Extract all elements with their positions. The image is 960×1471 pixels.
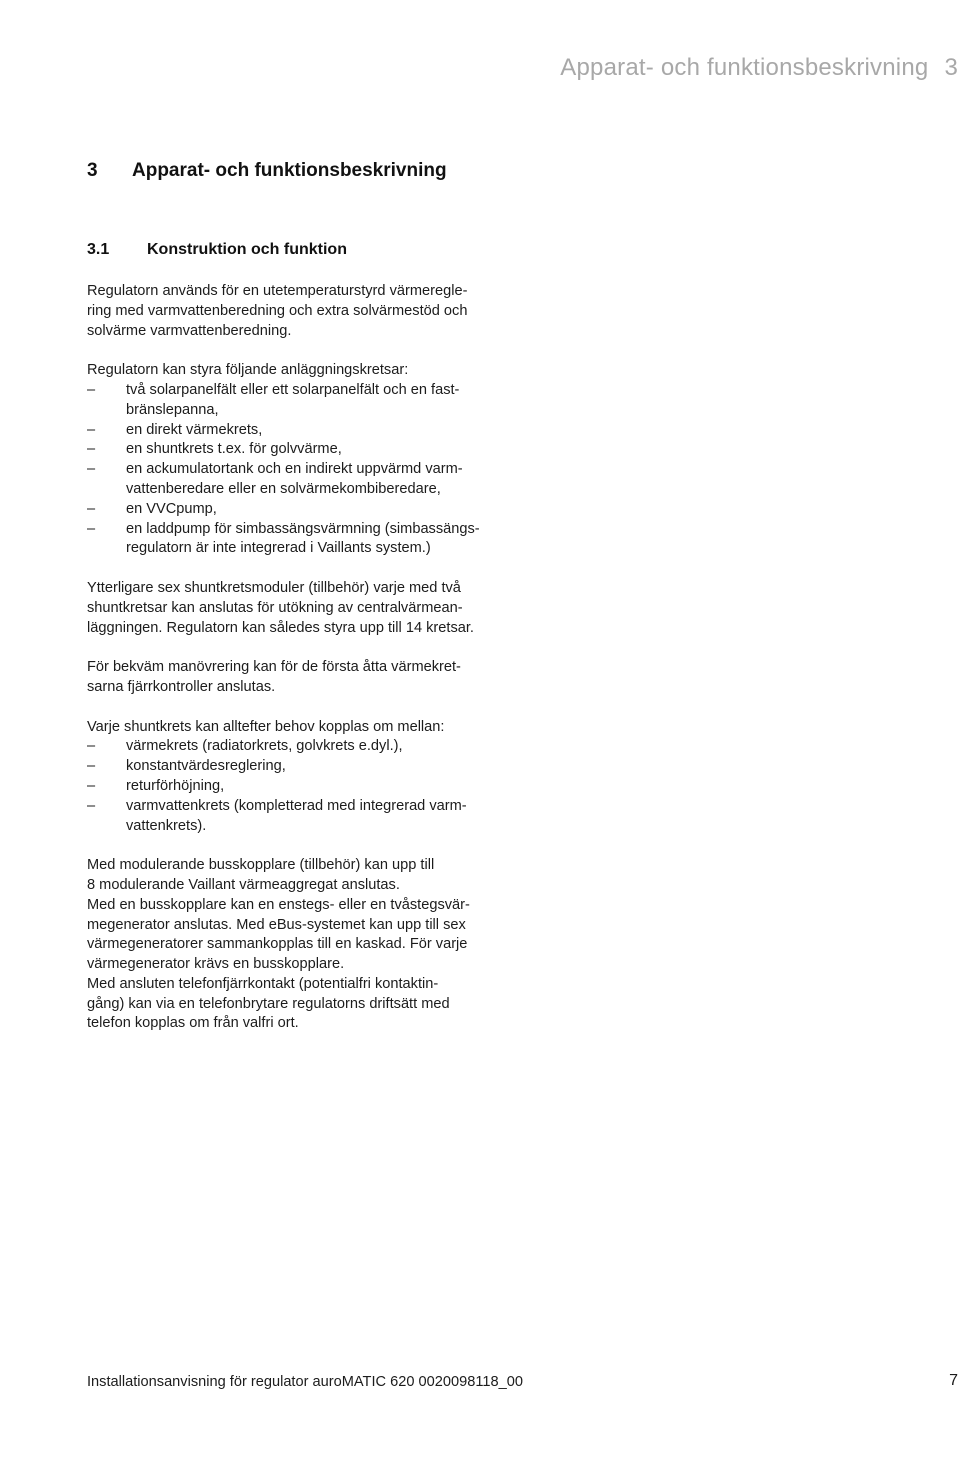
text-line: Regulatorn används för en utetemperaturstyrd värmeregle- <box>87 283 468 299</box>
list-item <box>87 777 527 797</box>
section-heading <box>87 241 347 259</box>
list-item <box>87 381 527 421</box>
mixing-circuit-list <box>87 737 527 836</box>
text-line: varmvattenkrets (kompletterad med integrerad varm- <box>126 797 467 814</box>
dash-marker: – <box>87 758 96 775</box>
dash-marker: – <box>87 421 96 438</box>
chapter-title: Apparat- och funktionsbeskrivning <box>132 160 447 181</box>
text-line: solvärme varmvattenberedning. <box>87 322 292 339</box>
running-header-title: Apparat- och funktionsbeskrivning <box>560 54 929 81</box>
text-line: 8 modulerande Vaillant värmeaggregat anslutas. <box>87 876 400 893</box>
text-line: en ackumulatortank och en indirekt uppvärmd varm- <box>126 461 463 478</box>
chapter-heading <box>87 160 447 182</box>
text-line: värmegeneratorer sammankopplas till en kaskad. För varje <box>87 936 468 953</box>
paragraph-intro <box>87 282 527 341</box>
circuits-list <box>87 381 527 559</box>
dash-marker: – <box>87 461 96 478</box>
text-line: en shuntkrets t.ex. för golvvärme, <box>126 441 342 458</box>
body-text <box>87 282 527 1034</box>
text-line: telefon kopplas om från valfri ort. <box>87 1015 299 1032</box>
text-line: megenerator anslutas. Med eBus-systemet kan upp till sex <box>87 916 466 933</box>
list-item <box>87 757 527 777</box>
text-line: shuntkretsar kan anslutas för utökning av centralvärmean- <box>87 599 463 616</box>
paragraph-bus-couplers <box>87 856 527 1034</box>
text-line: vattenkrets). <box>126 817 207 834</box>
text-line: sarna fjärrkontroller anslutas. <box>87 678 276 695</box>
list-item <box>87 500 527 520</box>
list-item <box>87 797 527 837</box>
dash-marker: – <box>87 441 96 458</box>
text-line: Med modulerande busskopplare (tillbehör) kan upp till <box>87 857 435 874</box>
dash-marker: – <box>87 777 96 794</box>
text-line: en laddpump för simbassängsvärmning (simbassängs- <box>126 520 480 537</box>
text-line: Ytterligare sex shuntkretsmoduler (tillbehör) varje med två <box>87 579 461 596</box>
list-item <box>87 737 527 757</box>
text-line: ring med varmvattenberedning och extra solvärmestöd och <box>87 302 468 319</box>
text-line: två solarpanelfält eller ett solarpanelfält och en fast- <box>126 381 460 398</box>
text-line: en direkt värmekrets, <box>126 421 263 438</box>
text-line: värmegenerator krävs en busskopplare. <box>87 956 345 973</box>
section-number: 3.1 <box>87 241 110 258</box>
text-line: gång) kan via en telefonbrytare regulatorns driftsätt med <box>87 995 450 1012</box>
dash-marker: – <box>87 738 96 755</box>
list-item <box>87 440 527 460</box>
paragraph-remote-controls <box>87 658 527 698</box>
footer-document-title: Installationsanvisning för regulator auroMATIC 620 0020098118_00 <box>87 1374 523 1390</box>
text-line: en VVCpump, <box>126 500 217 517</box>
text-line: vattenberedare eller en solvärmekombiberedare, <box>126 480 441 497</box>
section-title: Konstruktion och funktion <box>147 241 347 258</box>
text-line: värmekrets (radiatorkrets, golvkrets e.dyl.), <box>126 738 403 755</box>
list-item <box>87 520 527 560</box>
dash-marker: – <box>87 520 96 537</box>
list-intro: Varje shuntkrets kan alltefter behov kopplas om mellan: <box>87 718 445 735</box>
text-line: Med en busskopplare kan en enstegs- eller en tvåstegsvär- <box>87 896 470 913</box>
running-header-chapter-number: 3 <box>944 54 958 81</box>
text-line: bränslepanna, <box>126 401 219 418</box>
text-line: returförhöjning, <box>126 777 225 794</box>
text-line: läggningen. Regulatorn kan således styra upp till 14 kretsar. <box>87 619 474 636</box>
paragraph-modules <box>87 579 527 638</box>
dash-marker: – <box>87 500 96 517</box>
list-intro: Regulatorn kan styra följande anläggningskretsar: <box>87 362 409 379</box>
text-line: regulatorn är inte integrerad i Vaillants system.) <box>126 540 431 557</box>
text-line: För bekväm manövrering kan för de första åtta värmekret- <box>87 659 461 676</box>
footer-page-number: 7 <box>949 1372 958 1389</box>
dash-marker: – <box>87 797 96 814</box>
text-line: konstantvärdesreglering, <box>126 758 286 775</box>
list-item <box>87 421 527 441</box>
paragraph-circuits <box>87 361 527 559</box>
list-item <box>87 460 527 500</box>
dash-marker: – <box>87 381 96 398</box>
running-header <box>0 54 960 82</box>
text-line: Med ansluten telefonfjärrkontakt (potentialfri kontaktin- <box>87 975 439 992</box>
paragraph-mixing-circuits <box>87 718 527 837</box>
chapter-number: 3 <box>87 160 98 181</box>
